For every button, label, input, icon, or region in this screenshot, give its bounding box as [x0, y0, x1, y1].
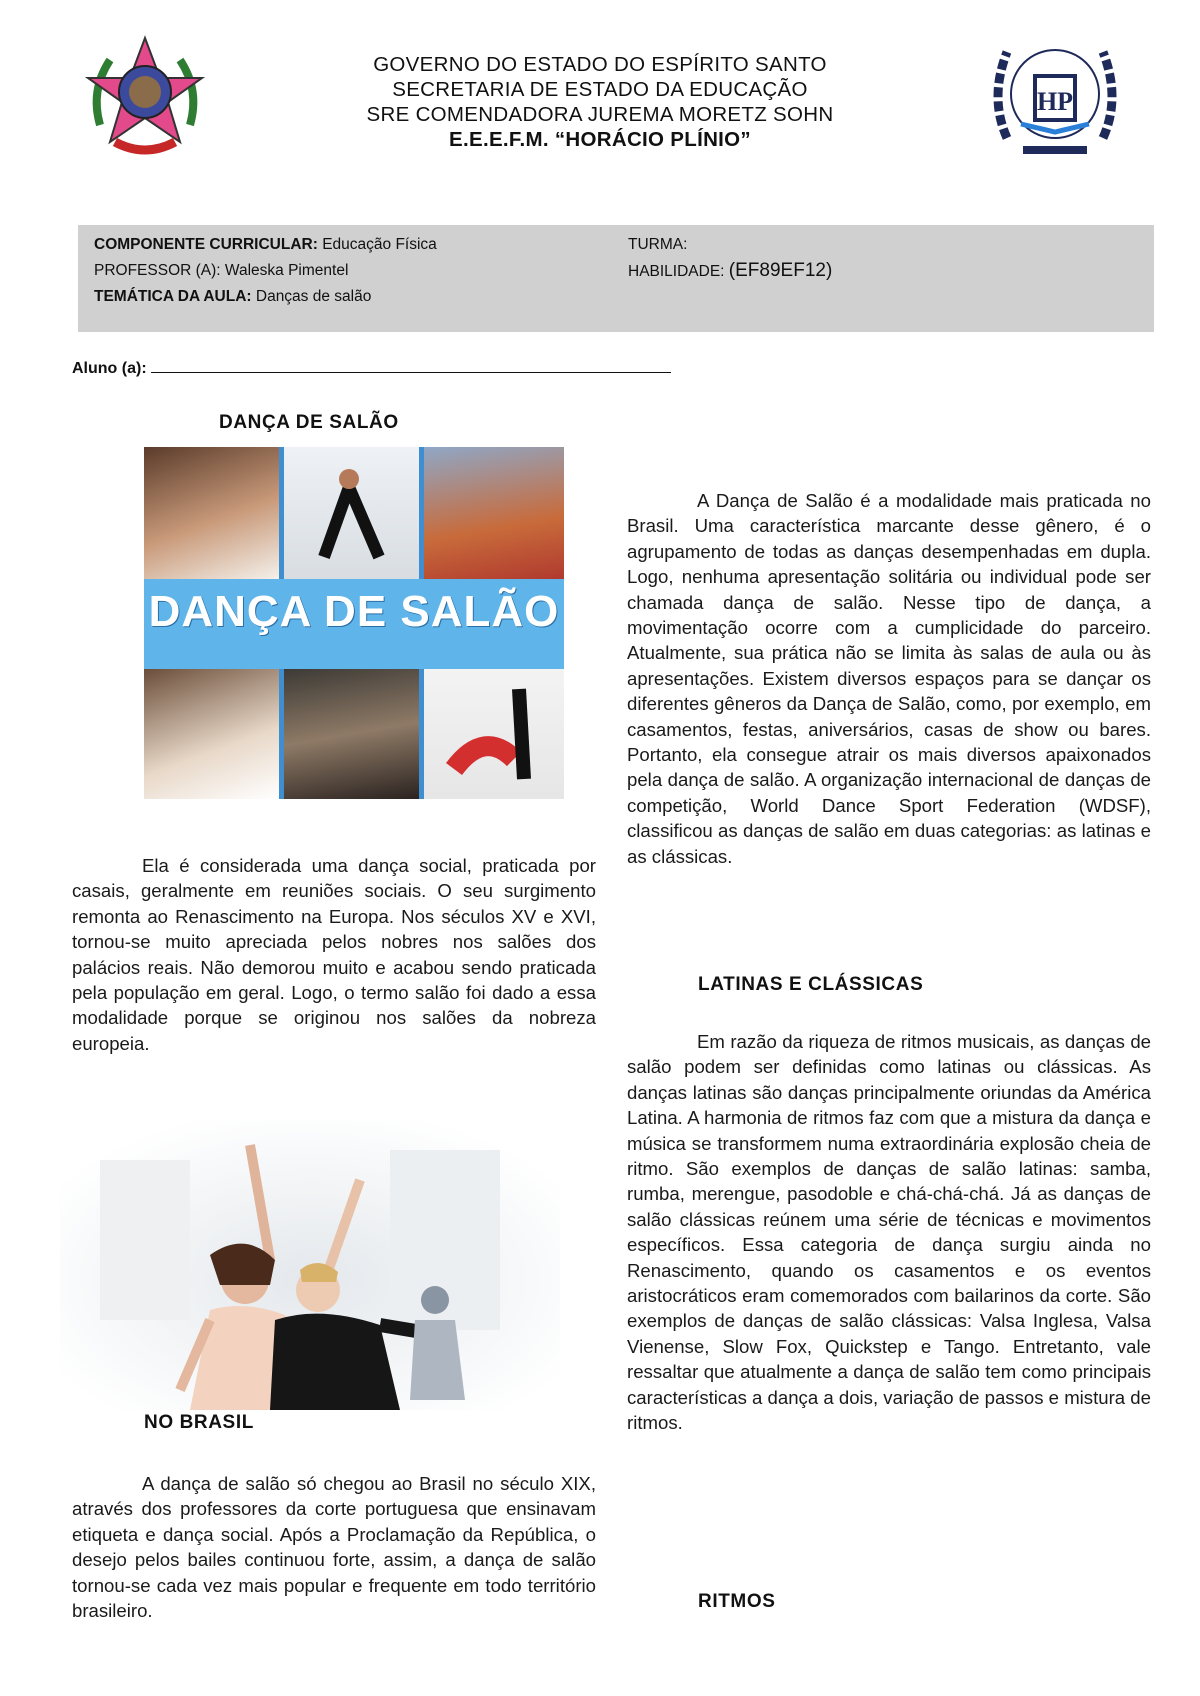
- collage-banner-text: DANÇA DE SALÃO: [148, 587, 560, 636]
- habilidade-row: HABILIDADE: (EF89EF12): [628, 260, 833, 281]
- habilidade-value: (EF89EF12): [728, 260, 833, 281]
- header-government: GOVERNO DO ESTADO DO ESPÍRITO SANTO: [373, 53, 827, 76]
- header: [250, 52, 950, 152]
- lesson-info-box: [78, 225, 1154, 332]
- student-name-field[interactable]: [72, 358, 671, 378]
- ballroom-dance-collage-image: [144, 447, 564, 799]
- collage-photo-waltz: [144, 447, 279, 579]
- school-emblem-initials: HP: [1036, 87, 1074, 116]
- school-emblem-logo: [985, 28, 1125, 163]
- collage-photo-tango: [284, 447, 419, 579]
- left-paragraph-brazil: A dança de salão só chegou ao Brasil no século XIX, através dos professores da corte portuguesa que ensinavam etiqueta e dança social. Após a Proclamação da República, o desejo pelos bailes continuou forte, assim, a dança de salão tornou-se cada vez mais popular e frequente em todo território brasileiro.: [72, 1473, 596, 1622]
- right-paragraph-latinas: Em razão da riqueza de ritmos musicais, as danças de salão podem ser definidas como latinas ou clássicas. As danças latinas são danças principalmente oriundas da América Latina. A harmonia de ritmos faz com que a mistura da dança e música se transformem numa extraordinária explosão cheia de ritmo. São exemplos de danças de salão latinas: samba, rumba, merengue, pasodoble e chá-chá-chá. Já as danças de salão clássicas reúnem uma série de técnicas e movimentos específicos. Essa categoria de dança surgiu ainda no Renascimento, quando os casamentos e os eventos aristocráticos eram comemorados com bailarinos da corte. São exemplos de danças de salão clássicas: Valsa Inglesa, Valsa Vienense, Slow Fox, Quickstep e Tango. Entretanto, vale ressaltar que atualmente a dança de salão tem como principais características a dança a dois, variação de passos e mistura de ritmos.: [627, 1031, 1151, 1434]
- turma-row: TURMA:: [628, 236, 688, 253]
- ritmos-section-title: RITMOS: [698, 1591, 776, 1612]
- professor-row: PROFESSOR (A): Waleska Pimentel: [94, 262, 349, 279]
- couple-dancers-image: [60, 1120, 560, 1410]
- collage-photo-embrace: [284, 669, 419, 799]
- header-school-name: E.E.E.F.M. “HORÁCIO PLÍNIO”: [449, 128, 751, 151]
- state-coat-of-arms-logo: [80, 30, 210, 160]
- latinas-section-title: LATINAS E CLÁSSICAS: [698, 974, 924, 995]
- collage-photo-street: [424, 447, 564, 579]
- header-secretariat: SECRETARIA DE ESTADO DA EDUCAÇÃO: [392, 78, 808, 101]
- header-sre: SRE COMENDADORA JUREMA MORETZ SOHN: [366, 103, 834, 126]
- collage-photo-ballroom: [144, 669, 279, 799]
- left-section-title: DANÇA DE SALÃO: [219, 412, 399, 433]
- left-paragraph-origin: Ela é considerada uma dança social, praticada por casais, geralmente em reuniões sociais. O seu surgimento remonta ao Renascimento na Europa. Nos séculos XV e XVI, tornou-se muito apreciada pelos nobres nos salões dos palácios reais. Não demorou muito e acabou sendo praticada pela população em geral. Logo, o termo salão foi dado a essa modalidade porque se originou nos salões da nobreza europeia.: [72, 855, 596, 1054]
- componente-value: Educação Física: [322, 236, 437, 253]
- componente-row: COMPONENTE CURRICULAR: Educação Física: [94, 236, 437, 253]
- right-paragraph-intro: A Dança de Salão é a modalidade mais praticada no Brasil. Uma característica marcante desse gênero, é o agrupamento de todas as danças desempenhadas em dupla. Logo, nenhuma apresentação solitária ou individual pode ser chamada dança de salão. Nesse tipo de dança, a movimentação ocorre com a cumplicidade do parceiro. Atualmente, sua prática não se limita às salas de aula ou às apresentações. Existem diversos espaços para se dançar os diferentes gêneros da Dança de Salão, como, por exemplo, em casamentos, festas, aniversários, casas de show ou bares. Portanto, ela consegue atrair os mais diversos apaixonados pela dança de salão. A organização internacional de danças de competição, World Dance Sport Federation (WDSF), classificou as danças de salão em duas categorias: as latinas e as clássicas.: [627, 490, 1151, 867]
- collage-photo-latin: [424, 669, 564, 799]
- student-name-label: Aluno (a):: [72, 360, 147, 377]
- tematica-value: Danças de salão: [255, 288, 372, 305]
- brasil-section-title: NO BRASIL: [144, 1412, 254, 1433]
- student-name-blank-line[interactable]: [151, 358, 671, 373]
- professor-value: Waleska Pimentel: [224, 262, 349, 279]
- tematica-row: TEMÁTICA DA AULA: Danças de salão: [94, 288, 372, 305]
